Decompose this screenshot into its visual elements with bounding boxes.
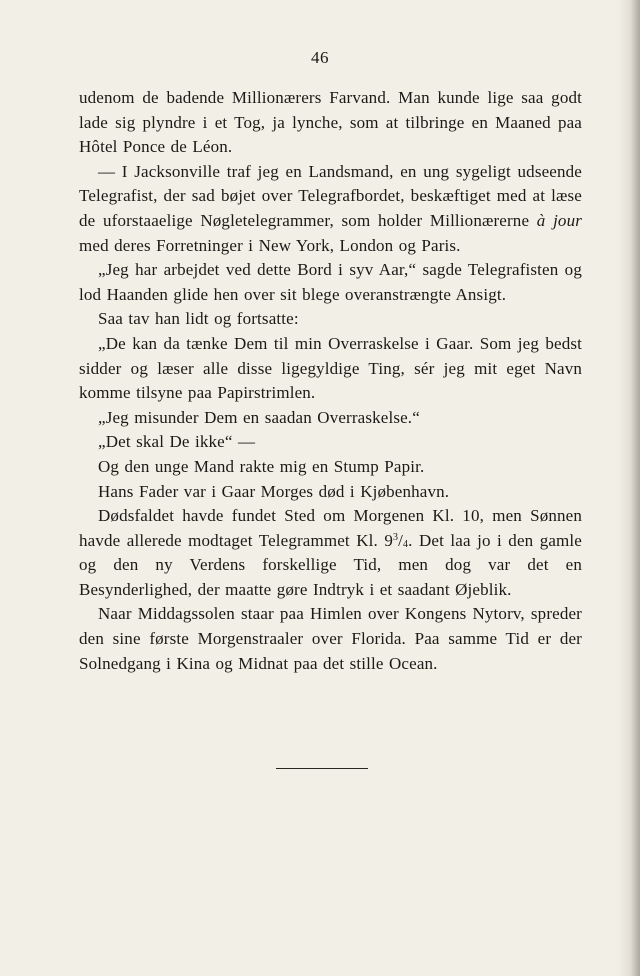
paragraph-11: Naar Middagssolen staar paa Himlen over Kongens Nytorv, spreder den sine første Morgenstraaler over Florida. Paa samme Tid er der Solnedgang i Kina og Midnat paa det stille Ocean. [79,604,582,673]
paragraph-2-text-a: — I Jacksonville traf jeg en Landsmand, en ung sygeligt udseende Telegrafist, der sad bøjet over Telegrafbordet, beskæftiget med at læse de uforstaaelige Nøgletelegrammer, som holder Millionærerne [79,161,582,230]
paragraph-1: udenom de badende Millionærers Farvand. Man kunde lige saa godt lade sig plyndre i et Tog, ja lynche, som at tilbringe en Maaned paa Hôtel Ponce de Léon. [79,88,582,157]
end-rule [276,768,368,769]
paragraph-9: Hans Fader var i Gaar Morges død i Kjøbenhavn. [98,481,450,501]
paragraph-10-text-a: Dødsfaldet havde fundet Sted om Morgenen Kl. 10, men Sønnen havde allerede modtaget Telegrammet Kl. 9 [79,506,582,550]
paragraph-5: „De kan da tænke Dem til min Overraskelse i Gaar. Som jeg bedst sidder og læser alle disse ligegyldige Ting, sér jeg mit eget Navn komme tilsyne paa Papirstrimlen. [79,333,582,403]
fraction-numerator: 3 [392,531,399,543]
paragraph-4: Saa tav han lidt og fortsatte: [98,309,299,329]
paragraph-8: Og den unge Mand rakte mig en Stump Papir. [98,456,425,476]
paragraph-3: „Jeg har arbejdet ved dette Bord i syv Aar,“ sagde Telegrafisten og lod Haanden glide hen over sit blege overanstrængte Ansigt. [79,260,582,304]
paragraph-2-text-b: med deres Forretninger i New York, London og Paris. [79,235,461,255]
body-text [79,86,582,676]
paragraph-10: Dødsfaldet havde fundet Sted om Morgenen Kl. 10, men Sønnen havde allerede modtaget Telegrammet Kl. $9^3/_4$. Det laa jo i den gamle og den ny Verdens forskellige Tid, men dog var det en Besynderlighed, der maatte gøre Indtryk i et saadant Øjeblik. [79,506,582,599]
paragraph-10-text-b: . Det laa jo i den gamle og den ny Verdens forskellige Tid, men dog var det en Besynderlighed, der maatte gøre Indtryk i et saadant Øjeblik. [79,530,582,599]
paragraph-2 [79,160,582,258]
page-number: 46 [311,48,329,67]
page-edge-shadow [618,0,640,976]
fraction-denominator: 4 [403,538,409,550]
paragraph-2-italic: à jour [536,210,583,230]
paragraph-7: „Det skal De ikke“ — [98,432,256,452]
paragraph-6: „Jeg misunder Dem en saadan Overraskelse.“ [98,407,420,427]
